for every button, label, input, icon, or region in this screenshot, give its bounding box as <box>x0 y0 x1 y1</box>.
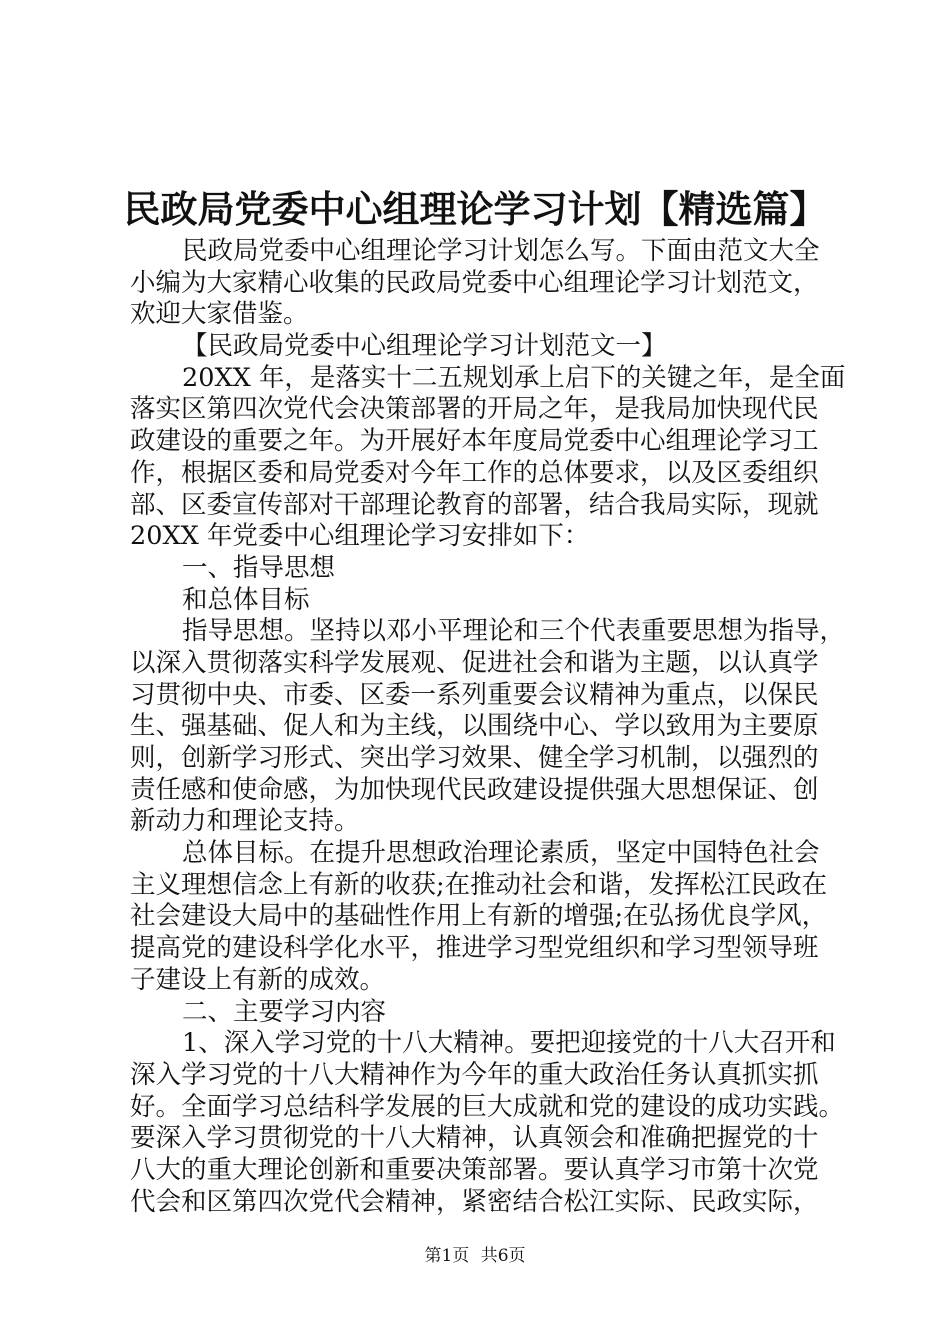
body-line: 生、强基础、促人和为主线，以围绕中心、学以致用为主要原 <box>130 711 819 742</box>
body-line: 好。全面学习总结科学发展的巨大成就和党的建设的成功实践。 <box>130 1091 845 1122</box>
body-line: 责任感和使命感，为加快现代民政建设提供强大思想保证、创 <box>130 774 819 805</box>
body-line: 欢迎大家借鉴。 <box>130 299 309 330</box>
body-line: 要深入学习贯彻党的十八大精神，认真领会和准确把握党的十 <box>130 1123 819 1154</box>
section-heading: 一、指导思想 <box>182 552 336 583</box>
body-line: 代会和区第四次党代会精神，紧密结合松江实际、民政实际， <box>130 1186 819 1217</box>
body-line: 民政局党委中心组理论学习计划怎么写。下面由范文大全 <box>182 236 820 266</box>
body-line: 提高党的建设科学化水平，推进学习型党组织和学习型领导班 <box>130 933 819 964</box>
body-line: 20XX 年，是落实十二五规划承上启下的关键之年，是全面 <box>182 362 846 393</box>
document-body <box>130 236 846 1218</box>
page-footer <box>0 1244 950 1268</box>
body-line: 八大的重大理论创新和重要决策部署。要认真学习市第十次党 <box>130 1154 819 1185</box>
body-line: 主义理想信念上有新的收获;在推动社会和谐，发挥松江民政在 <box>130 869 828 900</box>
body-line: 新动力和理论支持。 <box>130 806 360 837</box>
body-line: 20XX 年党委中心组理论学习安排如下： <box>130 521 590 552</box>
body-line: 总体目标。在提升思想政治理论素质，坚定中国特色社会 <box>182 838 820 869</box>
body-line: 以深入贯彻落实科学发展观、促进社会和谐为主题，以认真学 <box>130 647 819 678</box>
body-line: 则，创新学习形式、突出学习效果、健全学习机制，以强烈的 <box>130 743 819 773</box>
body-line: 部、区委宣传部对干部理论教育的部署，结合我局实际，现就 <box>130 489 819 520</box>
body-line: 社会建设大局中的基础性作用上有新的增强;在弘扬优良学风， <box>130 901 828 932</box>
body-line: 深入学习党的十八大精神作为今年的重大政治任务认真抓实抓 <box>130 1059 819 1090</box>
section-heading: 和总体目标 <box>182 584 310 615</box>
body-line: 政建设的重要之年。为开展好本年度局党委中心组理论学习工 <box>130 426 819 457</box>
section-heading: 二、主要学习内容 <box>182 996 387 1027</box>
body-line: 指导思想。坚持以邓小平理论和三个代表重要思想为指导， <box>182 616 846 647</box>
body-line: 【民政局党委中心组理论学习计划范文一】 <box>182 331 667 362</box>
document-title: 民政局党委中心组理论学习计划【精选篇】 <box>123 187 827 231</box>
body-line: 落实区第四次党代会决策部署的开局之年，是我局加快现代民 <box>130 394 819 425</box>
page-total: 共6页 <box>480 1246 526 1266</box>
body-line: 小编为大家精心收集的民政局党委中心组理论学习计划范文， <box>130 267 819 298</box>
body-line: 作，根据区委和局党委对今年工作的总体要求，以及区委组织 <box>130 457 819 488</box>
body-line: 1、深入学习党的十八大精神。要把迎接党的十八大召开和 <box>182 1028 836 1059</box>
body-line: 子建设上有新的成效。 <box>130 964 386 995</box>
body-line: 习贯彻中央、市委、区委一系列重要会议精神为重点，以保民 <box>130 679 819 710</box>
page-number: 第1页 <box>424 1246 470 1266</box>
